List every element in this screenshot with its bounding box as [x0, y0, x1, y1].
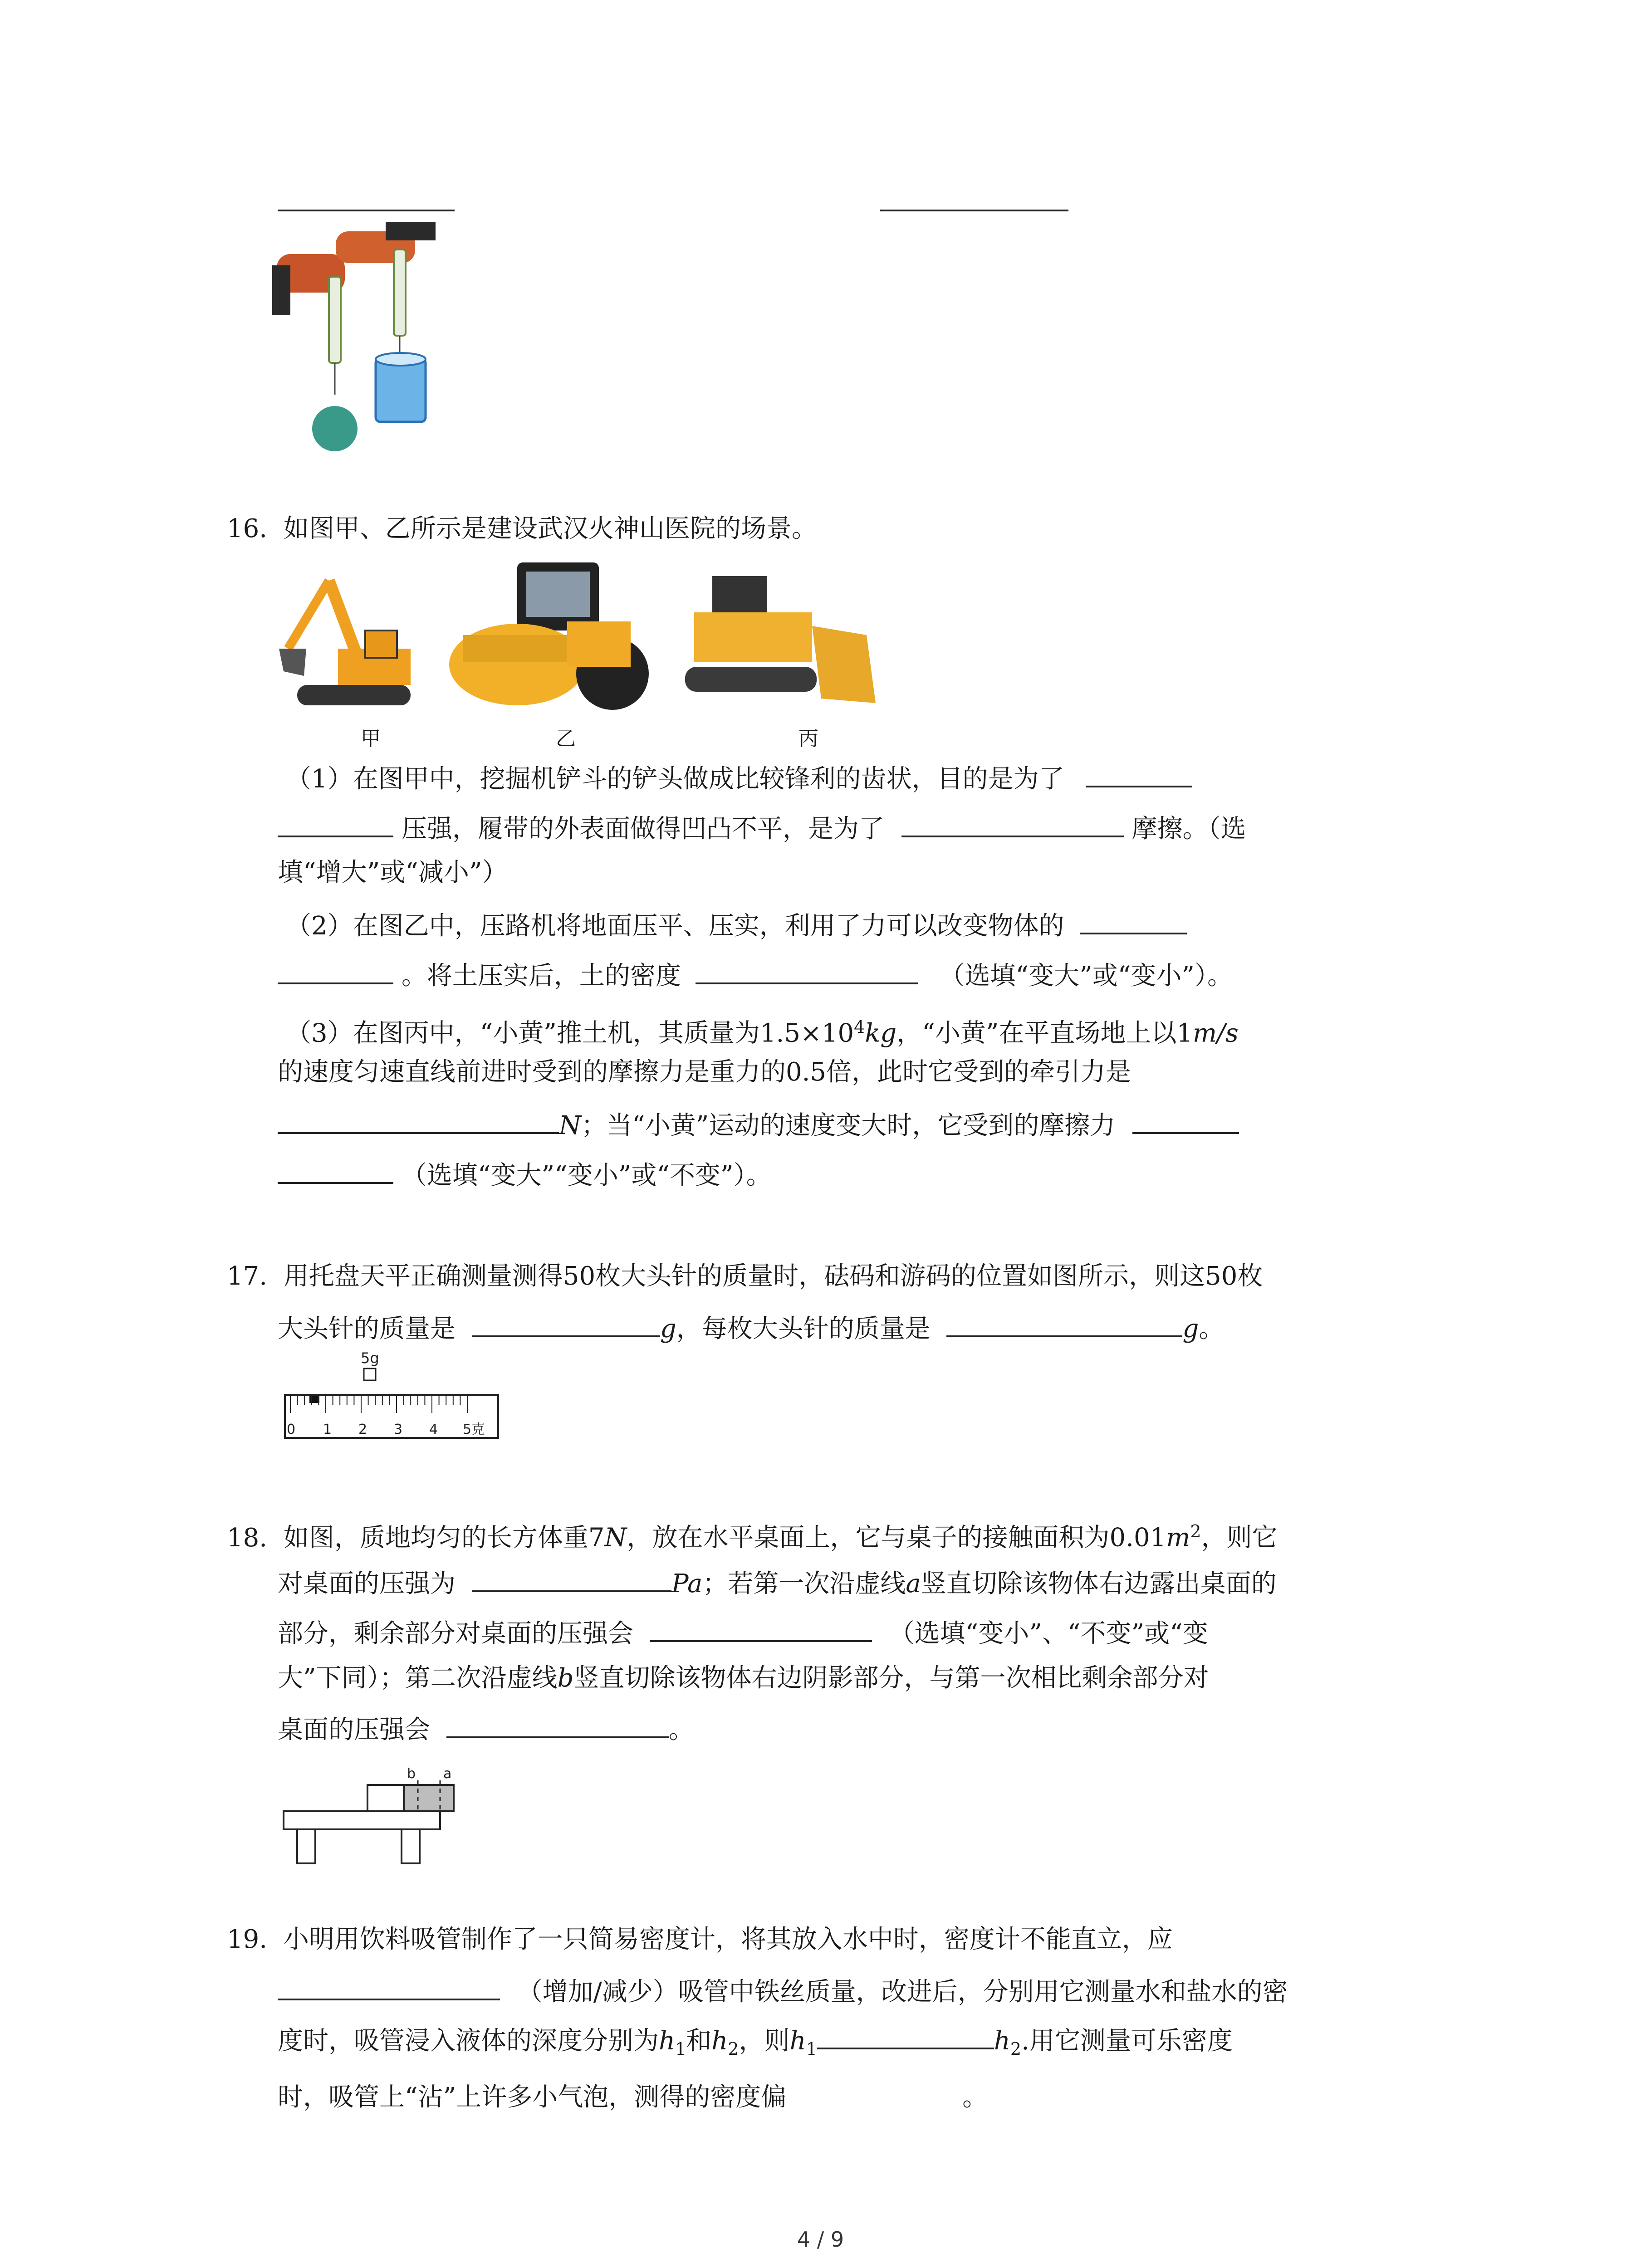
- answer-blank[interactable]: [696, 957, 918, 984]
- question-text: （选填“变小”、“不变”或“变: [889, 1619, 1208, 1648]
- beaker: [376, 358, 426, 422]
- question-text: （增加/减少）吸管中铁丝质量，改进后，分别用它测量水和盐水的密: [517, 1977, 1288, 2007]
- block-on-table-figure: [279, 1760, 479, 1873]
- cut-line-label-a: a: [443, 1766, 452, 1782]
- answer-blank[interactable]: [650, 1615, 872, 1642]
- answer-blank[interactable]: [278, 1973, 500, 2000]
- question-text: 大头针的质量是: [278, 1314, 456, 1344]
- sleeve-right: [386, 222, 436, 240]
- sleeve-left: [272, 265, 290, 315]
- depth-symbol: h: [711, 2026, 728, 2056]
- pressure-unit: Pa: [671, 1569, 703, 1598]
- question-text: 度时，吸管浸入液体的深度分别为: [278, 2026, 659, 2056]
- question-text: 时，吸管上“沾”上许多小气泡，测得的密度偏: [278, 2082, 787, 2112]
- q16-part1-text: （1）在图甲中，挖掘机铲斗的铲头做成比较锋利的齿状，目的是为了: [286, 764, 1064, 794]
- figure-caption-bing: 丙: [798, 727, 818, 750]
- subscript: 1: [806, 2039, 817, 2059]
- question-text: 。: [1199, 1314, 1225, 1344]
- bulldozer-figure: [685, 567, 876, 717]
- answer-blank[interactable]: [278, 210, 455, 211]
- q16-speed-value: 1: [1176, 1018, 1193, 1048]
- scale-tick-label: 0: [287, 1422, 296, 1437]
- question-text: 对桌面的压强为: [278, 1569, 456, 1598]
- scale-tick-label: 5克: [463, 1422, 485, 1437]
- question-text: ，则: [739, 2026, 790, 2056]
- answer-blank[interactable]: [278, 957, 393, 984]
- q16-part3-text: 的速度匀速直线前进时受到的摩擦力是重力的0.5倍，此时它受到的牵引力是: [278, 1057, 1132, 1087]
- answer-blank[interactable]: [278, 1107, 559, 1134]
- question-text: 小明用饮料吸管制作了一只简易密度计，将其放入水中时，密度计不能直立，应: [283, 1925, 1173, 1954]
- answer-blank[interactable]: [901, 810, 1124, 837]
- block-body: [367, 1785, 404, 1811]
- stone-weight: [312, 406, 358, 451]
- answer-blank[interactable]: [946, 1310, 1182, 1337]
- question-text: 和: [686, 2026, 712, 2056]
- q16-part2-text: 。将土压实后，土的密度: [401, 961, 681, 991]
- q16-part3-text: （选填“变大”“变小”或“不变”）。: [401, 1161, 772, 1190]
- scale-tick-label: 3: [394, 1422, 403, 1437]
- excavator-figure: [279, 562, 429, 717]
- answer-blank[interactable]: [1132, 1107, 1239, 1134]
- question-text: 用托盘天平正确测量测得50枚大头针的质量时，砝码和游码的位置如图所示，则这50枚: [283, 1261, 1263, 1291]
- depth-symbol: h: [994, 2026, 1010, 2056]
- q16-mass-value: 1.5×10: [759, 1018, 854, 1048]
- area-unit: m: [1166, 1523, 1190, 1553]
- area-exponent: 2: [1190, 1521, 1201, 1541]
- block-shaded-part: [404, 1785, 454, 1811]
- weight-label: 5g: [361, 1349, 379, 1367]
- q16-part1-text: 填“增大”或“减小”）: [278, 858, 508, 887]
- page-number: 4 / 9: [797, 2227, 844, 2252]
- answer-blank[interactable]: [472, 1310, 660, 1337]
- question-text: ，则它: [1201, 1523, 1278, 1553]
- question-number: 17.: [227, 1261, 268, 1291]
- question-text: 。: [962, 2082, 988, 2112]
- scale-tick-label: 4: [429, 1422, 438, 1437]
- bulldozer-body: [694, 612, 812, 662]
- q16-part3-text: ，“小黄”在平直场地上以: [896, 1018, 1177, 1048]
- weight-value: 7: [588, 1523, 605, 1553]
- balance-scale-figure: [277, 1349, 504, 1449]
- answer-blank[interactable]: [817, 2022, 994, 2049]
- answer-blank[interactable]: [278, 810, 393, 837]
- depth-symbol: h: [659, 2026, 676, 2056]
- table-leg: [297, 1829, 315, 1863]
- q16-part3-text: （3）在图丙中，“小黄”推土机，其质量为: [286, 1018, 760, 1048]
- table-leg: [402, 1829, 420, 1863]
- force-unit: N: [604, 1523, 627, 1553]
- question-text: ，每枚大头针的质量是: [676, 1314, 931, 1344]
- question-text: 桌面的压强会: [278, 1715, 430, 1745]
- q16-mass-exponent: 4: [854, 1017, 865, 1037]
- answer-blank[interactable]: [1086, 760, 1192, 787]
- question-text: ，放在水平桌面上，它与桌子的接触面积为0.01: [627, 1523, 1166, 1553]
- answer-blank[interactable]: [1080, 907, 1187, 934]
- weight-icon: [364, 1369, 376, 1380]
- question-text: 。: [668, 1715, 694, 1745]
- question-number: 19.: [227, 1925, 268, 1954]
- question-text: 竖直切除该物体右边露出桌面的: [921, 1569, 1277, 1598]
- question-text: 大”下同）；第二次沿虚线: [278, 1663, 558, 1693]
- figure-caption-yi: 乙: [556, 727, 576, 750]
- q16-part1-text: 摩擦。（选: [1132, 814, 1246, 844]
- question-text: .用它测量可乐密度: [1021, 2026, 1233, 2056]
- answer-blank[interactable]: [880, 210, 1068, 211]
- q16-part2-text: （2）在图乙中，压路机将地面压平、压实，利用了力可以改变物体的: [286, 911, 1064, 941]
- depth-symbol: h: [789, 2026, 806, 2056]
- line-label-b: b: [557, 1663, 574, 1693]
- road-roller-figure: [449, 558, 649, 717]
- question-stem: 如图甲、乙所示是建设武汉火神山医院的场景。: [283, 514, 817, 543]
- answer-blank[interactable]: [472, 1565, 671, 1592]
- spring-scale-right: [394, 249, 406, 336]
- spring-scale-left: [329, 277, 341, 363]
- subscript: 2: [728, 2039, 739, 2059]
- q16-mass-unit: kg: [865, 1018, 897, 1048]
- subscript: 2: [1010, 2039, 1022, 2059]
- subscript: 1: [675, 2039, 686, 2059]
- rider-slider[interactable]: [309, 1396, 319, 1403]
- unit-g: g: [1182, 1314, 1199, 1344]
- line-label-a: a: [906, 1569, 921, 1598]
- question-number: 18.: [227, 1523, 268, 1553]
- question-text: 如图，质地均匀的长方体重: [283, 1523, 588, 1553]
- question-text: 竖直切除该物体右边阴影部分，与第一次相比剩余部分对: [573, 1663, 1209, 1693]
- answer-blank[interactable]: [278, 1157, 393, 1184]
- cut-line-label-b: b: [407, 1766, 416, 1782]
- answer-blank[interactable]: [446, 1711, 669, 1738]
- q16-part2-text: （选填“变大”或“变小”）。: [939, 961, 1233, 991]
- scale-tick-label: 1: [323, 1422, 332, 1437]
- table-top: [284, 1811, 440, 1829]
- q16-force-unit: N: [559, 1111, 581, 1140]
- figure-caption-jia: 甲: [361, 727, 381, 750]
- question-text: 部分，剩余部分对桌面的压强会: [278, 1619, 633, 1648]
- spring-scale-figure: [272, 222, 445, 458]
- q16-part1-text: 压强，履带的外表面做得凹凸不平，是为了: [401, 814, 884, 844]
- scale-tick-label: 2: [358, 1422, 367, 1437]
- q16-part3-text: ；当“小黄”运动的速度变大时，它受到的摩擦力: [581, 1111, 1116, 1140]
- q16-speed-unit: m/s: [1193, 1018, 1239, 1048]
- question-text: ；若第一次沿虚线: [702, 1569, 906, 1598]
- unit-g: g: [660, 1314, 676, 1344]
- question-number: 16.: [227, 514, 268, 543]
